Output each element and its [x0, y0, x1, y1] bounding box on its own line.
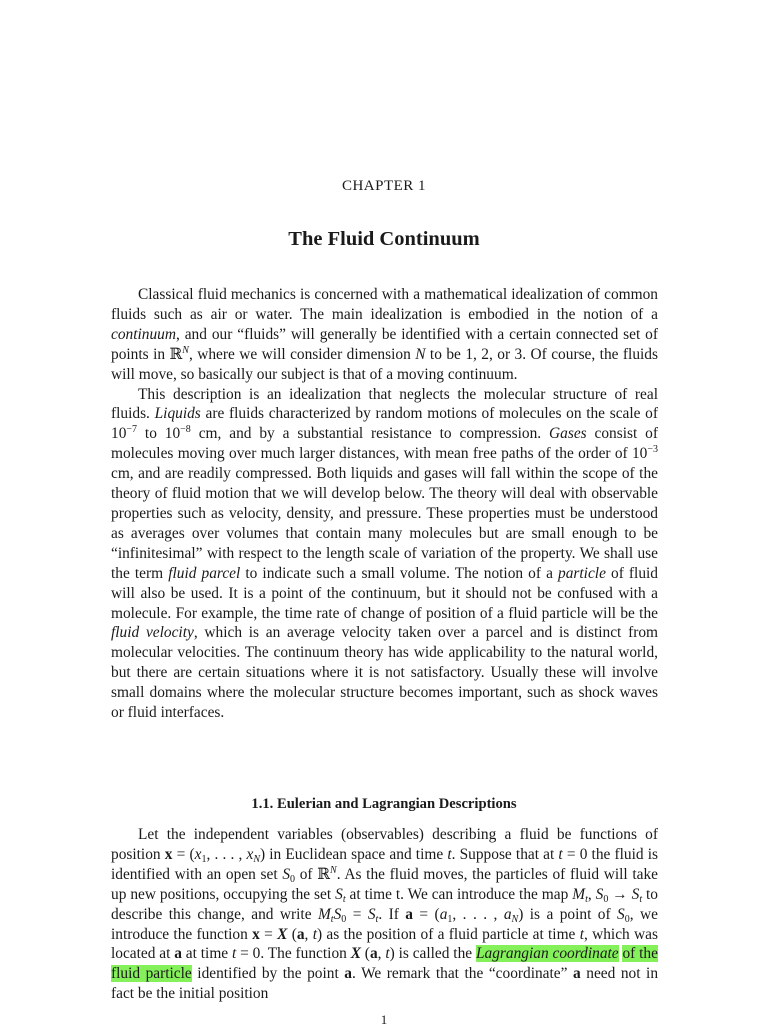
- text-run: to describe this change, and write: [111, 885, 659, 923]
- text-run: a: [503, 905, 512, 923]
- text-run: t: [385, 945, 390, 963]
- text-run: t: [312, 925, 317, 943]
- text-run: cm, and are readily compressed. Both liquids and gases will fall within the scope of the theory of fluid motion that we will develop below. The theory will deal with observable properties such as velocity, density, and pressure. These properties must be understood as averages over volumes that contain many molecules but are small enough to be “infinitesimal” with respect to the length scale of variation of the property. We shall use the term: [111, 465, 658, 582]
- highlighted-text: of the fluid particle: [111, 945, 658, 983]
- text-run: t: [447, 845, 452, 863]
- text-run: a: [344, 965, 352, 983]
- text-run: →: [608, 885, 632, 903]
- text-run: a: [174, 945, 182, 963]
- text-run: t: [639, 893, 643, 905]
- text-run: (: [360, 945, 370, 963]
- text-run: , we introduce the function: [111, 905, 658, 943]
- text-run: ) is called the: [389, 945, 476, 963]
- text-run: =: [259, 925, 278, 943]
- text-run: x: [252, 925, 260, 943]
- text-run: need not in fact be the initial position: [111, 965, 659, 1003]
- text-run: N: [330, 864, 337, 876]
- text-run: 0: [624, 913, 630, 925]
- text-run: , which is an average velocity taken over a parcel and is distinct from molecular velocities. The continuum theory has wide applicability to the natural world, but there are certain situations where it is not satisfactory. Usually these will involve small domains where the molecular structure becomes important, such as shock waves or fluid interfaces.: [111, 624, 658, 722]
- text-run: . If: [378, 905, 406, 923]
- text-run: This description is an idealization that neglects the molecular structure of real fluids.: [111, 385, 658, 423]
- text-run: . We remark that the “coordinate”: [351, 965, 573, 983]
- chapter-label: CHAPTER 1: [341, 178, 427, 194]
- text-run: identified by the point: [191, 965, 345, 983]
- text-run: =: [346, 905, 368, 923]
- page-number: 1: [380, 1012, 388, 1027]
- text-run: a: [573, 965, 581, 983]
- text-run: a: [439, 905, 448, 923]
- text-run: . Suppose that at: [451, 845, 559, 863]
- text-run: 1: [201, 853, 207, 865]
- text-run: X: [350, 945, 361, 963]
- text-run: ,: [377, 945, 386, 963]
- text-run: S: [282, 865, 291, 883]
- text-run: = (: [172, 845, 195, 863]
- text-run: t: [330, 913, 334, 925]
- text-run: fluid parcel: [168, 564, 241, 582]
- text-run: ) is a point of: [518, 905, 618, 923]
- text-run: x: [164, 845, 173, 863]
- text-run: x: [194, 845, 202, 863]
- text-run: a: [369, 945, 378, 963]
- paragraph: [111, 385, 658, 723]
- text-run: M: [572, 885, 586, 903]
- highlighted-text: Lagrangian coordinate: [475, 945, 619, 963]
- text-run: particle: [558, 564, 606, 582]
- text-run: to 10: [137, 425, 181, 443]
- text-run: Liquids: [154, 405, 201, 423]
- text-run: at time t. We can introduce the map: [345, 885, 573, 903]
- text-run: a: [296, 925, 305, 943]
- text-run: S: [333, 905, 342, 923]
- text-run: x: [246, 845, 254, 863]
- text-run: ) as the position of a fluid particle at time: [316, 925, 580, 943]
- text-run: S: [595, 885, 604, 903]
- intro-text: [111, 285, 658, 723]
- text-run: = (: [413, 905, 440, 923]
- text-run: S: [335, 885, 343, 903]
- text-run: of ℝ: [295, 865, 331, 883]
- text-run: ,: [587, 885, 596, 903]
- text-run: N: [253, 853, 260, 865]
- text-run: a: [405, 905, 413, 923]
- text-run: −7: [126, 424, 138, 436]
- text-run: S: [367, 905, 376, 923]
- section-heading: 1.1. Eulerian and Lagrangian Descriptions: [251, 796, 517, 812]
- text-run: Let the independent variables (observables) describing a fluid be functions of position: [111, 826, 658, 863]
- text-run: t: [231, 945, 237, 963]
- text-run: t: [342, 893, 346, 905]
- text-run: to indicate such a small volume. The notion of a: [240, 564, 559, 582]
- paragraph: [111, 285, 658, 385]
- text-run: = 0. The function: [236, 945, 351, 963]
- text-run: S: [617, 905, 625, 923]
- text-run: , and our “fluids” will generally be identified with a certain connected set of points in ℝ: [111, 325, 658, 363]
- text-run: . As the fluid moves, the particles of fluid will take up new positions, occupying the set: [111, 865, 658, 903]
- text-run: −3: [647, 444, 658, 456]
- text-run: N: [415, 345, 426, 363]
- text-run: consist of molecules moving over much larger distances, with mean free paths of the order of 10: [111, 425, 658, 463]
- text-run: to be 1, 2, or 3. Of course, the fluids will move, so basically our subject is that of a moving continuum.: [111, 345, 658, 383]
- text-run: = 0 the fluid is identified with an open set: [111, 845, 658, 883]
- text-run: ) in Euclidean space and time: [259, 845, 448, 863]
- text-run: ,: [304, 925, 313, 943]
- text-run: S: [631, 885, 640, 903]
- text-run: t: [558, 845, 563, 863]
- text-run: , which was located at: [111, 925, 658, 963]
- text-run: 1: [447, 913, 453, 925]
- text-run: N: [511, 913, 519, 925]
- text-run: 0: [341, 913, 347, 925]
- text-run: (: [287, 925, 297, 943]
- text-run: t: [579, 925, 584, 943]
- text-run: are fluids characterized by random motions of molecules on the scale of 10: [111, 405, 658, 443]
- text-run: , where we will consider dimension: [188, 345, 416, 363]
- paragraph: [111, 825, 658, 1004]
- text-run: N: [182, 344, 189, 356]
- text-run: fluid velocity: [111, 624, 194, 642]
- text-run: Classical fluid mechanics is concerned with a mathematical idealization of common fluids such as air or water. The main idealization is embodied in the notion of a: [111, 286, 658, 323]
- text-run: 0: [290, 873, 296, 885]
- text-run: cm, and by a substantial resistance to compression.: [190, 425, 550, 443]
- text-run: 0: [603, 893, 609, 905]
- chapter-title: The Fluid Continuum: [288, 228, 480, 250]
- text-run: , . . . ,: [206, 845, 247, 863]
- text-run: −8: [180, 424, 191, 436]
- text-run: at time: [181, 945, 232, 963]
- text-run: of fluid will also be used. It is a point of the continuum, but it should not be confused with a molecule. For example, the time rate of change of position of a fluid particle will be the: [111, 564, 658, 622]
- section-text: [111, 825, 658, 1004]
- text-run: continuum: [111, 325, 176, 343]
- text-run: t: [585, 893, 588, 905]
- text-run: Gases: [549, 425, 587, 443]
- text-run: , . . . ,: [452, 905, 504, 923]
- text-run: t: [375, 913, 379, 925]
- text-run: M: [317, 905, 331, 923]
- text-run: X: [277, 925, 288, 943]
